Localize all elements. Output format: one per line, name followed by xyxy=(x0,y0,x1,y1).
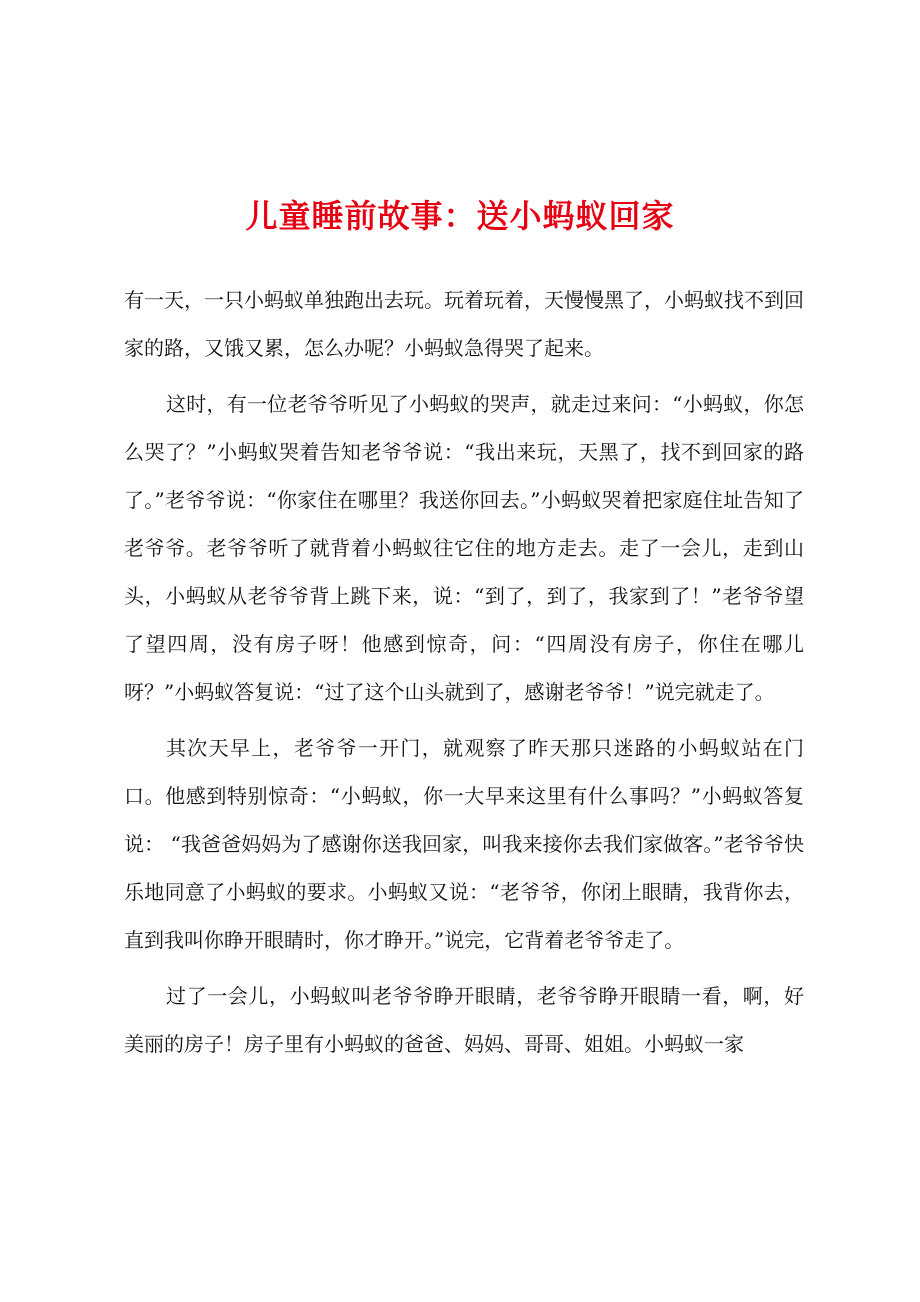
paragraph-4: 过了一会儿，小蚂蚁叫老爷爷睁开眼睛，老爷爷睁开眼睛一看，啊，好美丽的房子！房子里有小蚂蚁的爸爸、妈妈、哥哥、姐姐。小蚂蚁一家 xyxy=(124,984,804,1056)
story-body xyxy=(124,276,804,1076)
paragraph-2: 这时，有一位老爷爷听见了小蚂蚁的哭声，就走过来问：“小蚂蚁，你怎么哭了？”小蚂蚁哭着告知老爷爷说：“我出来玩，天黑了，找不到回家的路了。”老爷爷说：“你家住在哪里？我送你回去。”小蚂蚁哭着把家庭住址告知了老爷爷。老爷爷听了就背着小蚂蚁往它住的地方走去。走了一会儿，走到山头，小蚂蚁从老爷爷背上跳下来，说：“到了，到了，我家到了！”老爷爷望了望四周，没有房子呀！他感到惊奇，问：“四周没有房子，你住在哪儿呀？”小蚂蚁答复说：“过了这个山头就到了，感谢老爷爷！”说完就走了。 xyxy=(124,392,804,704)
paragraph-1: 有一天，一只小蚂蚁单独跑出去玩。玩着玩着，天慢慢黑了，小蚂蚁找不到回家的路，又饿又累，怎么办呢？小蚂蚁急得哭了起来。 xyxy=(124,288,804,360)
paragraph-3: 其次天早上，老爷爷一开门，就观察了昨天那只迷路的小蚂蚁站在门口。他感到特别惊奇：“小蚂蚁，你一大早来这里有什么事吗？”小蚂蚁答复说： “我爸爸妈妈为了感谢你送我回家，叫我来接你去我们家做客。”老爷爷快乐地同意了小蚂蚁的要求。小蚂蚁又说：“老爷爷，你闭上眼睛，我背你去，直到我叫你睁开眼睛时，你才睁开。”说完，它背着老爷爷走了。 xyxy=(124,736,804,952)
story-title: 儿童睡前故事：送小蚂蚁回家 xyxy=(245,197,675,235)
